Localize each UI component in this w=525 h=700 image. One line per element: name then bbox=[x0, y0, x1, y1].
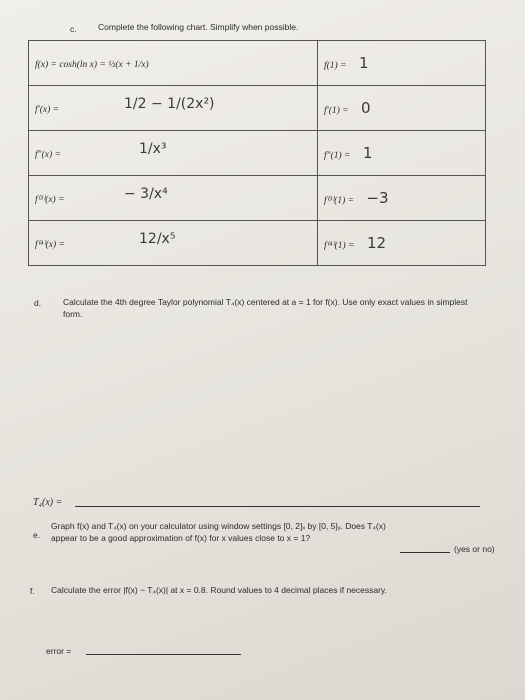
rhs-cell bbox=[318, 86, 486, 131]
rhs-cell bbox=[318, 176, 486, 221]
taylor-label: T₄(x) = bbox=[33, 497, 63, 508]
part-e-text: Graph f(x) and T₄(x) on your calculator using window settings [0, 2]ₓ by [0, 5]ᵧ. Does T₄(x) appear to be a good approximation of f(x) for x values close to x = 1? bbox=[51, 521, 386, 543]
part-e-label: e. bbox=[33, 530, 41, 540]
part-f-text: Calculate the error |f(x) − T₄(x)| at x = 0.8. Round values to 4 decimal places if necessary. bbox=[51, 585, 387, 595]
lhs-cell bbox=[29, 86, 318, 131]
table-row bbox=[29, 86, 486, 131]
rhs-expression: f″(1) = bbox=[324, 150, 351, 161]
lhs-expression: f″(x) = bbox=[35, 150, 61, 160]
table-row bbox=[29, 221, 486, 266]
table-row bbox=[29, 131, 486, 176]
lhs-cell bbox=[29, 131, 318, 176]
rhs-cell bbox=[318, 41, 486, 86]
rhs-cell bbox=[318, 221, 486, 266]
handwritten-derivative: 12/x⁵ bbox=[139, 231, 176, 247]
part-d-text: Calculate the 4th degree Taylor polynomial T₄(x) centered at a = 1 for f(x). Use only exact values in simplest form. bbox=[63, 297, 468, 319]
taylor-answer-line[interactable] bbox=[75, 506, 480, 507]
rhs-cell bbox=[318, 131, 486, 176]
part-d-label: d. bbox=[34, 298, 42, 308]
lhs-cell bbox=[29, 221, 318, 266]
derivative-table bbox=[28, 40, 486, 266]
lhs-expression: f⁽⁴⁾(x) = bbox=[35, 240, 65, 250]
lhs-expression: f(x) = cosh(ln x) = ½(x + 1/x) bbox=[35, 60, 149, 70]
handwritten-answer: 1 bbox=[358, 53, 369, 72]
table-row bbox=[29, 41, 486, 86]
lhs-cell bbox=[29, 176, 318, 221]
handwritten-derivative: 1/x³ bbox=[139, 141, 167, 157]
handwritten-derivative: 1/2 − 1/(2x²) bbox=[124, 96, 215, 112]
error-label: error = bbox=[46, 646, 72, 656]
rhs-expression: f′(1) = bbox=[324, 105, 349, 116]
part-c-instruction: Complete the following chart. Simplify when possible. bbox=[98, 22, 299, 32]
lhs-cell bbox=[29, 41, 318, 86]
handwritten-derivative: − 3/x⁴ bbox=[124, 186, 168, 202]
rhs-expression: f(1) = bbox=[324, 60, 347, 71]
part-c-label: c. bbox=[70, 24, 77, 34]
lhs-expression: f′(x) = bbox=[35, 105, 60, 115]
rhs-expression: f⁽³⁾(1) = bbox=[324, 195, 355, 206]
handwritten-answer: 12 bbox=[366, 233, 387, 252]
part-e-suffix: (yes or no) bbox=[454, 544, 495, 554]
lhs-expression: f⁽³⁾(x) = bbox=[35, 195, 65, 205]
handwritten-answer: −3 bbox=[366, 188, 389, 207]
table-row bbox=[29, 176, 486, 221]
handwritten-answer: 1 bbox=[362, 143, 373, 162]
handwritten-answer: 0 bbox=[361, 98, 371, 117]
part-f-label: f. bbox=[30, 586, 35, 596]
rhs-expression: f⁽⁴⁾(1) = bbox=[324, 240, 355, 251]
yes-no-answer-line[interactable] bbox=[400, 552, 450, 553]
error-answer-line[interactable] bbox=[86, 654, 241, 655]
